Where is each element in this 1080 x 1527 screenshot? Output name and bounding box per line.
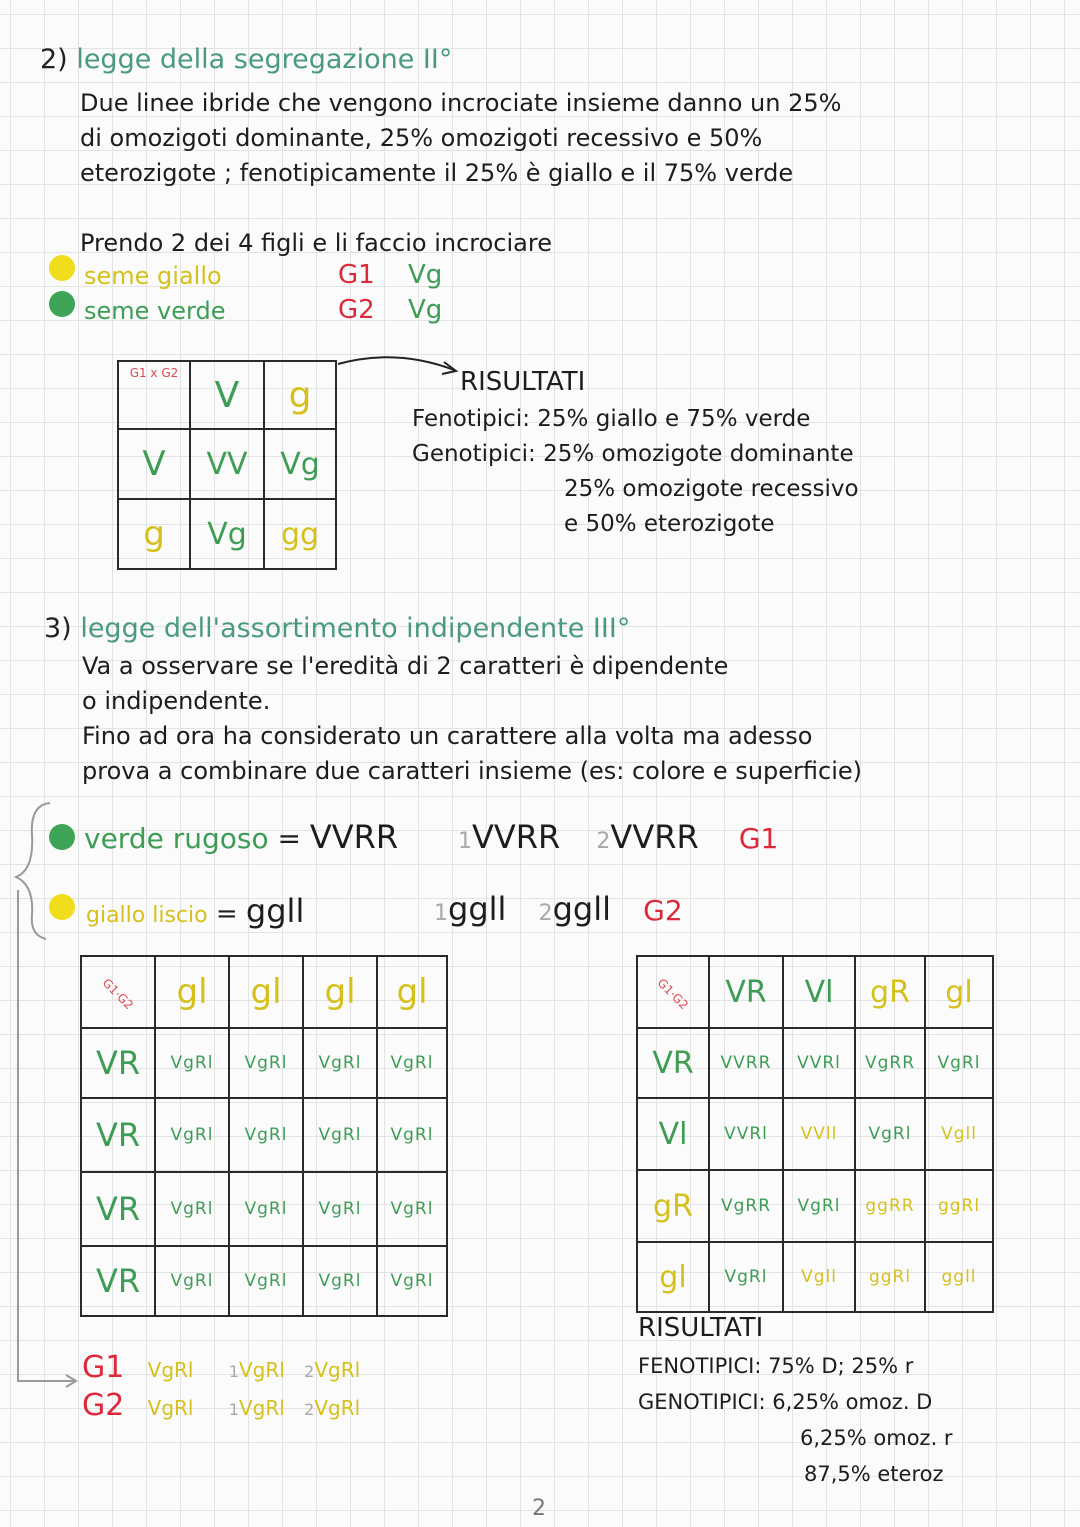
punnett-cell [783,1170,855,1242]
section3-text-line: Va a osservare se l'eredità di 2 caratteri è dipendente [82,652,729,680]
genotype: VVRl [724,1124,768,1144]
phenotype-label: giallo liscio [86,903,208,928]
genotype: VgRl [244,1053,288,1073]
punnett-cell [303,1028,377,1098]
punnett-cell [925,1242,993,1312]
punnett-cell [377,1028,447,1098]
punnett-square-f1 [80,955,448,1317]
punnett-cell [190,429,264,499]
equals-sign: = [215,899,238,929]
results-genotipici: GENOTIPICI: 6,25% omoz. D [638,1390,933,1414]
generation-label: G2 [643,894,683,927]
punnett-row-header [118,499,190,569]
punnett-col-header [855,956,925,1028]
generation-mark: 2 [304,1362,315,1381]
cross-giallo-filial [434,890,683,928]
generation-mark: 1 [458,829,472,854]
genotype: VgRl [724,1267,768,1287]
results-value: 87,5% eteroz [804,1462,944,1486]
punnett-cell [783,1098,855,1170]
punnett-col-header [190,361,264,429]
generation-mark: 2 [538,901,553,926]
punnett-cell [303,1098,377,1172]
genotype: VgRl [318,1053,362,1073]
genotype: VVll [800,1124,838,1144]
gamete: VR [95,1116,141,1154]
genotype: VgRR [864,1053,916,1073]
punnett-row-header [81,1172,155,1246]
allele: V [142,444,166,484]
punnett-row-header [637,1098,709,1170]
punnett-square-f2 [636,955,994,1313]
genotype: VV [206,446,248,482]
punnett-cell [855,1242,925,1312]
punnett-cell [303,1172,377,1246]
section2-heading [40,44,452,75]
genotype: ggll [448,890,507,928]
generation-label: G2 [82,1388,125,1423]
results-value: 25% omozigote dominante [543,441,854,467]
punnett-cell [155,1098,229,1172]
section3-text [82,649,1062,789]
genotype: VgRl [244,1125,288,1145]
gamete: VR [95,1044,141,1082]
genotype: VVRR [472,818,561,856]
equals-sign: = [277,822,301,855]
punnett-cell [709,1170,783,1242]
arrow-to-results [336,350,466,380]
genotype: VgRl [937,1053,981,1073]
genotype: VVRR [720,1053,772,1073]
gamete: VR [652,1045,694,1081]
punnett-col-header [155,956,229,1028]
gamete: Vl [804,974,834,1010]
results-label: Fenotipici: [412,406,530,432]
genotype: VgRl [170,1125,214,1145]
genotype: VgRl [147,1358,194,1382]
results-title: RISULTATI [460,367,586,397]
punnett-square-monohybrid [117,360,337,570]
section3-text-line: o indipendente. [82,687,271,715]
genotype: ggRl [937,1196,981,1216]
yellow-seed-dot [49,894,75,920]
punnett-row-header [637,1242,709,1312]
punnett-col-header [264,361,336,429]
punnett-corner [81,956,155,1028]
genotype: ggRl [868,1267,912,1287]
genotype: VgRR [720,1196,772,1216]
generation-mark: 1 [434,901,448,926]
results-fenotipici [412,402,810,436]
punnett-corner-label: G1 x G2 [129,366,179,380]
genotype: VgRl [314,1396,361,1420]
genotype: VgRl [239,1358,285,1382]
legend-seme-giallo [84,262,222,290]
genotype: VgRl [390,1271,434,1291]
legend-label: seme verde [84,297,226,325]
genotype: VgRl [797,1196,841,1216]
section3-text-line: Fino ad ora ha considerato un carattere alla volta ma adesso [82,722,813,750]
section3-number: 3) [44,613,72,644]
gamete: gl [396,972,428,1012]
punnett-cell [925,1028,993,1098]
generation-row-g2 [82,1388,360,1423]
allele: V [214,374,240,416]
genotype: Vgll [801,1267,837,1287]
punnett-cell [155,1172,229,1246]
gamete: VR [95,1262,141,1300]
genotype: ggll [941,1267,977,1287]
punnett-cell [925,1098,993,1170]
section2-text-line: Due linee ibride che vengono incrociate insieme danno un 25% [80,89,842,117]
section2-number: 2) [40,44,68,75]
gamete: gl [945,974,973,1010]
results-value: 6,25% omoz. r [800,1426,953,1450]
results-fenotipici: FENOTIPICI: 75% D; 25% r [638,1354,914,1378]
cross-verde-filial [458,818,778,856]
genotype: VgRl [318,1271,362,1291]
punnett-col-header [377,956,447,1028]
genotype: VgRl [170,1053,214,1073]
punnett-cell [229,1028,303,1098]
generation-label: G1 [82,1350,125,1385]
genotype: VgRl [390,1125,434,1145]
legend-generation: G1 [338,260,375,290]
genotype: ggRR [865,1196,915,1216]
section3-heading [44,613,630,644]
gamete: gl [324,972,356,1012]
generation-row-g1 [82,1350,360,1385]
genotype: VgRl [868,1124,912,1144]
punnett-cell [377,1172,447,1246]
generation-label: G1 [738,822,779,855]
punnett-corner [118,361,190,429]
results-value: 25% giallo e 75% verde [537,406,811,432]
genotype: VgRl [390,1199,434,1219]
genotype: VgRl [239,1396,285,1420]
punnett-cell [377,1098,447,1172]
punnett-cell [709,1028,783,1098]
punnett-cell [229,1246,303,1316]
punnett-col-header [709,956,783,1028]
results-label: Genotipici: [412,441,536,467]
punnett-cell [155,1246,229,1316]
section2-title: legge della segregazione II° [76,44,453,75]
section2-text [80,86,1040,191]
punnett-row-header [118,429,190,499]
genotype: ggll [552,890,611,928]
genotype: VgRl [390,1053,434,1073]
green-seed-dot [49,291,75,317]
punnett-cell [229,1098,303,1172]
gamete: VR [725,974,767,1010]
punnett-cell [155,1028,229,1098]
punnett-cell [783,1028,855,1098]
generation-mark: 2 [596,829,611,854]
genotype: VgRl [244,1199,288,1219]
allele: g [143,514,165,554]
gamete: gl [176,972,208,1012]
genotype: VgRl [170,1199,214,1219]
punnett-row-header [81,1098,155,1172]
punnett-cell [190,499,264,569]
punnett-corner-label: G1·G2 [99,975,137,1012]
genotype: VVRl [797,1053,841,1073]
genotype: Vg [207,516,247,552]
genotype: ggll [245,892,305,930]
gamete: gR [653,1188,693,1224]
cross-verde-rugoso [84,818,398,856]
legend-label: seme giallo [84,262,222,290]
legend-genotype: Vg [408,260,443,290]
punnett-row-header [637,1028,709,1098]
genotype: VgRl [318,1125,362,1145]
legend-genotype: Vg [408,295,443,325]
section3-text-line: prova a combinare due caratteri insieme (es: colore e superficie) [82,757,862,785]
yellow-seed-dot [49,255,75,281]
punnett-cell [709,1098,783,1170]
genotype: gg [280,516,320,552]
generation-mark: 2 [304,1400,315,1419]
punnett-row-header [81,1246,155,1316]
phenotype-label: verde rugoso [84,822,269,855]
results-title: RISULTATI [638,1313,764,1343]
punnett-cell [377,1246,447,1316]
bracket-arrow [10,795,90,1395]
punnett-cell [855,1170,925,1242]
green-seed-dot [49,824,75,850]
results-value: 25% omozigote recessivo [564,476,859,502]
gamete: gl [659,1259,687,1295]
gamete: VR [95,1190,141,1228]
genotype: VVRR [309,818,399,856]
punnett-cell [783,1242,855,1312]
punnett-row-header [637,1170,709,1242]
punnett-col-header [783,956,855,1028]
punnett-cell [925,1170,993,1242]
generation-mark: 1 [228,1400,239,1419]
punnett-col-header [925,956,993,1028]
section2-intro: Prendo 2 dei 4 figli e li faccio incrociare [80,229,552,257]
legend-seme-verde [84,297,225,325]
punnett-cell [855,1028,925,1098]
punnett-cell [855,1098,925,1170]
genotype: Vg [280,446,320,482]
genotype: VgRl [170,1271,214,1291]
punnett-corner-label: G1·G2 [654,975,692,1012]
genotype: VgRl [244,1271,288,1291]
punnett-cell [264,429,336,499]
cross-giallo-liscio [86,892,304,930]
genotype: VVRR [610,818,699,856]
results-value: e 50% eterozigote [564,511,775,537]
punnett-cell [264,499,336,569]
page-number: 2 [532,1496,546,1521]
gamete: gl [250,972,282,1012]
punnett-col-header [303,956,377,1028]
legend-generation: G2 [338,295,375,325]
genotype: VgRl [314,1358,361,1382]
generation-mark: 1 [228,1362,239,1381]
punnett-col-header [229,956,303,1028]
gamete: Vl [658,1116,688,1152]
genotype: VgRl [147,1396,194,1420]
genotype: VgRl [318,1199,362,1219]
punnett-corner [637,956,709,1028]
section2-text-line: di omozigoti dominante, 25% omozigoti recessivo e 50% [80,124,763,152]
allele: g [288,374,312,416]
section2-text-line: eterozigote ; fenotipicamente il 25% è giallo e il 75% verde [80,159,794,187]
punnett-cell [303,1246,377,1316]
punnett-cell [229,1172,303,1246]
punnett-row-header [81,1028,155,1098]
section3-title: legge dell'assortimento indipendente III° [80,613,631,644]
results-genotipici [412,437,854,471]
punnett-cell [709,1242,783,1312]
gamete: gR [870,974,910,1010]
genotype: Vgll [941,1124,977,1144]
